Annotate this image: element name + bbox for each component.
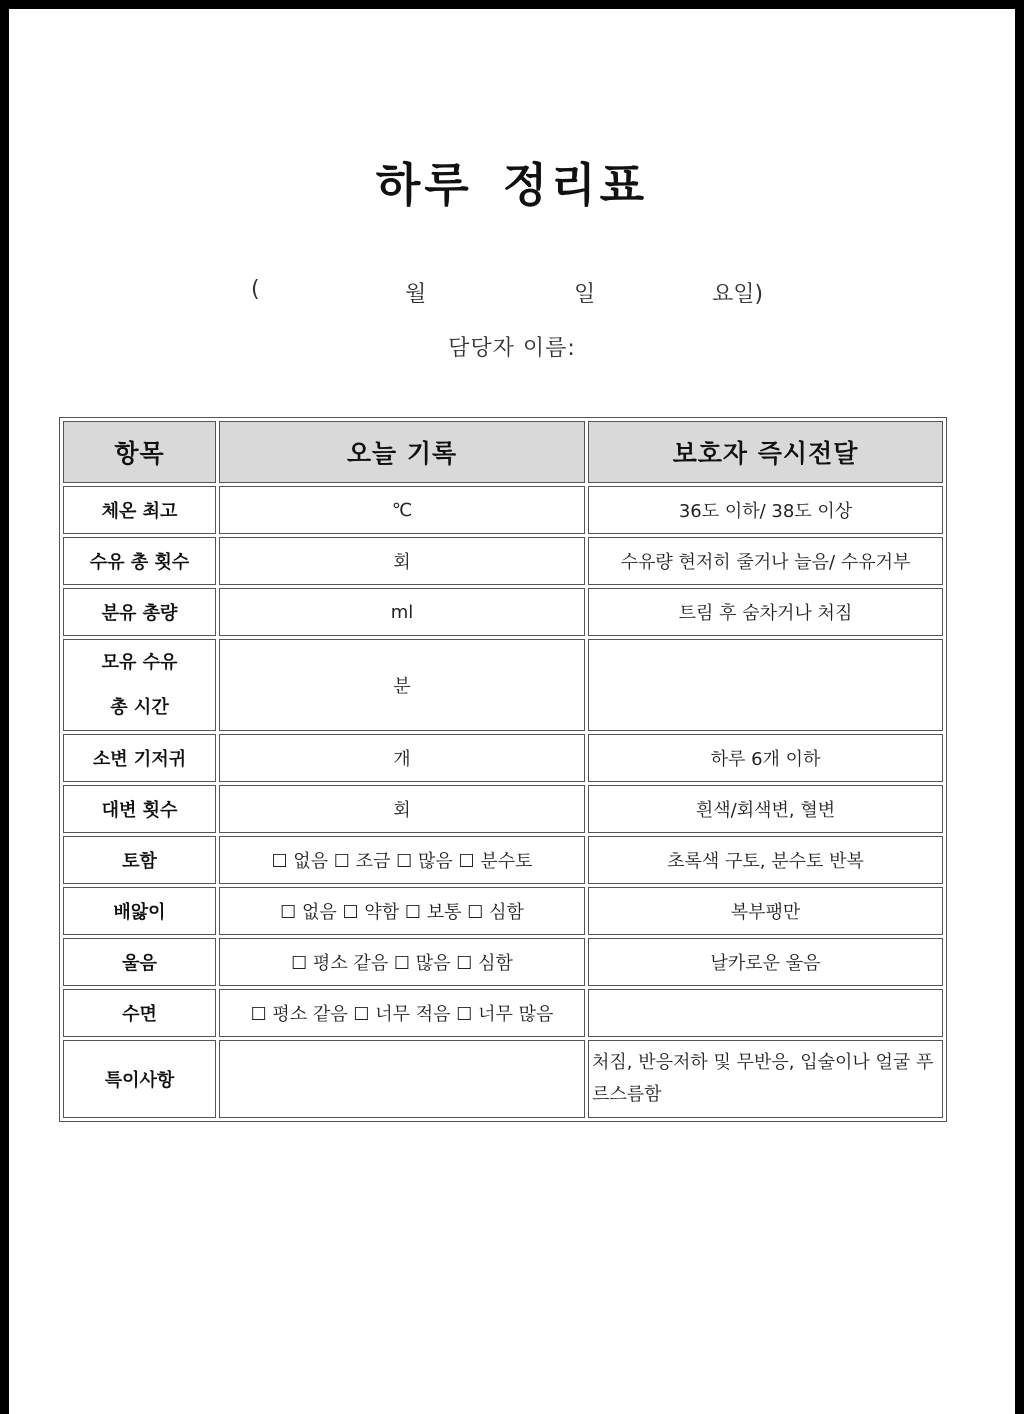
manager-name-label: 담당자 이름: xyxy=(448,336,576,361)
table-row xyxy=(63,639,943,731)
table-row xyxy=(63,938,943,986)
date-weekday-label: 요일) xyxy=(712,282,764,307)
row-record-checkboxes[interactable]: ☐ 없음 ☐ 약함 ☐ 보통 ☐ 심함 xyxy=(219,887,585,935)
row-record-cell[interactable]: ℃ xyxy=(219,486,585,534)
row-item-label: 체온 최고 xyxy=(63,486,216,534)
page-title: 하루 정리표 xyxy=(375,158,649,212)
table-row xyxy=(63,486,943,534)
row-alert-cell: 36도 이하/ 38도 이상 xyxy=(588,486,943,534)
table-row xyxy=(63,537,943,585)
row-alert-cell xyxy=(588,639,943,731)
header-guardian-alert: 보호자 즉시전달 xyxy=(588,421,943,483)
date-day-label: 일 xyxy=(574,282,596,307)
row-record-cell[interactable] xyxy=(219,1040,585,1118)
row-record-cell[interactable]: 분 xyxy=(219,639,585,731)
header-today-record: 오늘 기록 xyxy=(219,421,585,483)
table-row xyxy=(63,1040,943,1118)
date-month-label: 월 xyxy=(405,282,427,307)
table-row xyxy=(63,836,943,884)
row-record-cell[interactable]: 개 xyxy=(219,734,585,782)
table-row xyxy=(63,989,943,1037)
row-record-cell[interactable]: ml xyxy=(219,588,585,636)
row-alert-cell: 트림 후 숨차거나 처짐 xyxy=(588,588,943,636)
row-item-label: 특이사항 xyxy=(63,1040,216,1118)
row-item-label: 수면 xyxy=(63,989,216,1037)
row-alert-cell: 하루 6개 이하 xyxy=(588,734,943,782)
row-item-label xyxy=(63,639,216,731)
row-alert-cell: 초록색 구토, 분수토 반복 xyxy=(588,836,943,884)
row-alert-cell: 수유량 현저히 줄거나 늘음/ 수유거부 xyxy=(588,537,943,585)
row-alert-cell: 흰색/회색변, 혈변 xyxy=(588,785,943,833)
table-row xyxy=(63,785,943,833)
row-item-label-line1: 모유 수유 xyxy=(101,652,178,673)
row-item-label: 소변 기저귀 xyxy=(63,734,216,782)
row-item-label: 울음 xyxy=(63,938,216,986)
row-alert-cell: 복부팽만 xyxy=(588,887,943,935)
row-alert-cell xyxy=(588,989,943,1037)
row-item-label: 토함 xyxy=(63,836,216,884)
row-alert-cell: 날카로운 울음 xyxy=(588,938,943,986)
table-row xyxy=(63,588,943,636)
row-item-label-line2: 총 시간 xyxy=(110,697,169,718)
row-item-label: 배앓이 xyxy=(63,887,216,935)
date-open-paren: ( xyxy=(251,277,260,302)
row-record-checkboxes[interactable]: ☐ 평소 같음 ☐ 많음 ☐ 심함 xyxy=(219,938,585,986)
row-alert-cell: 처짐, 반응저하 및 무반응, 입술이나 얼굴 푸르스름함 xyxy=(588,1040,943,1118)
table-row xyxy=(63,887,943,935)
daily-summary-table xyxy=(59,417,947,1122)
table-row xyxy=(63,734,943,782)
row-item-label: 수유 총 횟수 xyxy=(63,537,216,585)
row-record-cell[interactable]: 회 xyxy=(219,537,585,585)
row-record-checkboxes[interactable]: ☐ 평소 같음 ☐ 너무 적음 ☐ 너무 많음 xyxy=(219,989,585,1037)
row-item-label: 분유 총량 xyxy=(63,588,216,636)
row-record-cell[interactable]: 회 xyxy=(219,785,585,833)
row-record-checkboxes[interactable]: ☐ 없음 ☐ 조금 ☐ 많음 ☐ 분수토 xyxy=(219,836,585,884)
header-item: 항목 xyxy=(63,421,216,483)
row-item-label: 대변 횟수 xyxy=(63,785,216,833)
